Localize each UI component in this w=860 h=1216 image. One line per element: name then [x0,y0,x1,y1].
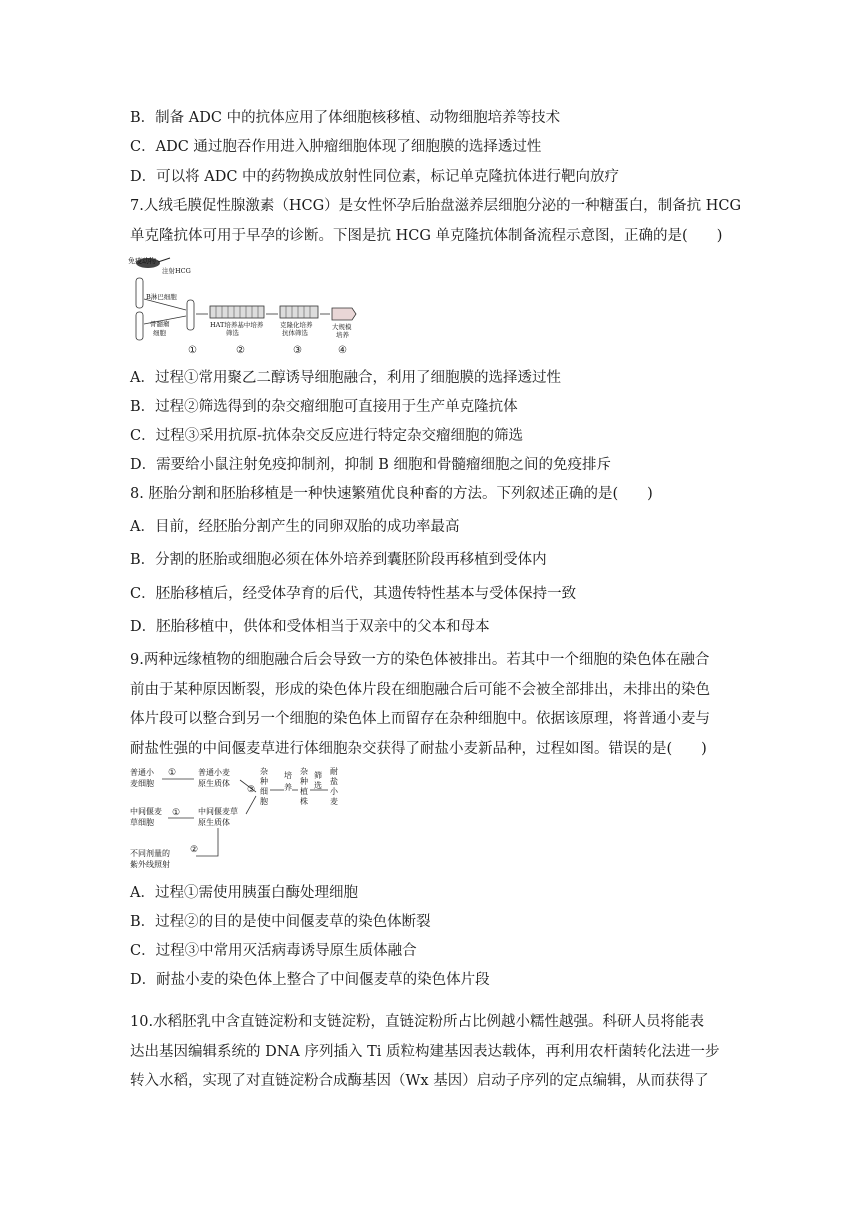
q6-option-c: C．ADC 通过胞吞作用进入肿瘤细胞体现了细胞膜的选择透过性 [130,139,542,155]
svg-text:耐: 耐 [330,767,338,776]
svg-text:小: 小 [330,787,338,796]
label-uv: 不同剂量的 [130,849,170,858]
culture-label [284,770,292,792]
q7-option-c: C．过程③采用抗原-抗体杂交反应进行特定杂交瘤细胞的筛选 [130,428,523,444]
q10-stem [130,1008,732,1097]
q8-option-c: C．胚胎移植后，经受体孕育的后代，其遗传特性基本与受体保持一致 [130,586,577,602]
q9-option-a: A．过程①需使用胰蛋白酶处理细胞 [130,885,358,901]
svg-text:株: 株 [300,797,308,806]
svg-text:细: 细 [260,787,268,796]
label-scale: 培养 [336,331,349,339]
svg-text:养: 养 [284,783,292,792]
svg-text:筛: 筛 [314,771,322,780]
step-2: ② [236,345,245,356]
label-myeloma: 骨髓瘤 [150,320,170,328]
step-3: ③ [247,785,256,795]
svg-text:植: 植 [300,787,308,796]
label-grass-cell: 草细胞 [130,818,154,827]
label-scale: 大规模 [332,323,352,331]
q8-option-b: B．分割的胚胎或细胞必须在体外培养到囊胚阶段再移植到受体内 [130,552,547,568]
q9-stem-line: 9.两种远缘植物的细胞融合后会导致一方的染色体被排出。若其中一个细胞的染色体在融合 [130,652,710,668]
step-3: ③ [293,345,302,356]
b-cell-tube [136,278,143,308]
q10-stem-line: 达出基因编辑系统的 DNA 序列插入 Ti 质粒构建基因表达载体，再利用农杆菌转化法进一步 [130,1043,720,1060]
label-grass-protoplast: 中间偃麦草 [198,807,238,816]
svg-text:杂: 杂 [300,767,308,776]
label-myeloma: 细胞 [153,329,166,337]
label-hat: HAT培养基中培养 [210,321,264,329]
culture-flask-icon [332,308,356,320]
svg-text:种: 种 [260,777,268,786]
label-grass-protoplast: 原生质体 [198,818,230,827]
q8-stem: 8. 胚胎分割和胚胎移植是一种快速繁殖优良种畜的方法。下列叙述正确的是( ) [130,486,653,502]
myeloma-tube [136,312,143,340]
q7-option-b: B．过程②筛选得到的杂交瘤细胞可直接用于生产单克隆抗体 [130,399,518,415]
q6-option-b: B．制备 ADC 中的抗体应用了体细胞核移植、动物细胞培养等技术 [130,110,561,126]
syringe-icon [158,258,170,262]
uv-connector [196,828,218,856]
q7-option-d: D．需要给小鼠注射免疫抑制剂，抑制 B 细胞和骨髓瘤细胞之间的免疫排斥 [130,457,611,473]
label-clone: 克隆化培养 [280,321,313,329]
svg-text:选: 选 [314,781,322,790]
hybrid-cell-label [260,766,268,806]
step-2: ② [190,845,199,855]
q9-stem [130,646,732,764]
q7-stem-line: 7.人绒毛膜促性腺激素（HCG）是女性怀孕后胎盘滋养层细胞分泌的一种糖蛋白，制备抗 HCG [130,198,742,214]
label-wheat-protoplast: 普通小麦 [198,768,230,777]
label-wheat-cell: 麦细胞 [130,779,154,788]
q9-stem-line: 前由于某种原因断裂，形成的染色体片段在细胞融合后可能不会被全部排出，未排出的染色 [130,681,710,698]
step-1: ① [188,345,197,356]
q7-stem [130,192,742,251]
q7-stem-line: 单克隆抗体可用于早孕的诊断。下图是抗 HCG 单克隆抗体制备流程示意图，正确的是( ) [130,227,723,244]
svg-text:培: 培 [284,771,292,780]
svg-text:盐: 盐 [330,777,338,786]
hcg-antibody-flow-diagram [126,254,366,358]
label-hat: 筛选 [226,329,239,337]
svg-text:麦: 麦 [330,797,338,806]
label-clone: 抗体筛选 [282,329,308,337]
q6-option-d: D．可以将 ADC 中的药物换成放射性同位素，标记单克隆抗体进行靶向放疗 [130,169,620,185]
q9-stem-line: 耐盐性强的中间偃麦草进行体细胞杂交获得了耐盐小麦新品种，过程如图。错误的是( ) [130,740,707,757]
svg-text:种: 种 [300,777,308,786]
salt-wheat-label [330,766,339,806]
screen-label [314,770,322,790]
q9-option-c: C．过程③中常用灭活病毒诱导原生质体融合 [130,943,417,959]
q9-option-d: D．耐盐小麦的染色体上整合了中间偃麦草的染色体片段 [130,972,490,988]
fusion-tube [187,300,194,330]
q10-stem-line: 10.水稻胚乳中含直链淀粉和支链淀粉，直链淀粉所占比例越小糯性越强。科研人员将能表 [130,1014,705,1030]
q7-option-a: A．过程①常用聚乙二醇诱导细胞融合，利用了细胞膜的选择透过性 [130,370,561,386]
step-1-top: ① [168,768,177,778]
q8-option-d: D．胚胎移植中，供体和受体相当于双亲中的父本和母本 [130,619,490,635]
label-b-cell: B淋巴细胞 [146,293,177,301]
q9-stem-line: 体片段可以整合到另一个细胞的染色体上而留存在杂种细胞中。依据该原理，将普通小麦与 [130,711,710,727]
label-uv: 紫外线照射 [130,860,170,869]
label-grass-cell: 中间偃麦 [130,807,162,816]
step-4: ④ [338,345,347,356]
hybrid-plant-label [300,766,308,806]
q8-option-a: A．目前，经胚胎分割产生的同卵双胎的成功率最高 [130,519,460,535]
step-1-bottom: ① [172,808,181,818]
svg-text:杂: 杂 [260,767,268,776]
label-immune-animal: 免疫动物 [128,257,156,265]
q10-stem-line: 转入水稻，实现了对直链淀粉合成酶基因（Wx 基因）启动子序列的定点编辑，从而获得了 [130,1073,709,1089]
label-inject-hcg: 注射HCG [162,267,191,275]
wheat-hybridization-flow-diagram [128,764,348,876]
label-wheat-protoplast: 原生质体 [198,779,230,788]
label-wheat-cell: 普通小 [130,768,154,777]
svg-text:胞: 胞 [260,797,268,806]
q9-option-b: B．过程②的目的是使中间偃麦草的染色体断裂 [130,914,431,930]
hat-plate [210,306,264,318]
